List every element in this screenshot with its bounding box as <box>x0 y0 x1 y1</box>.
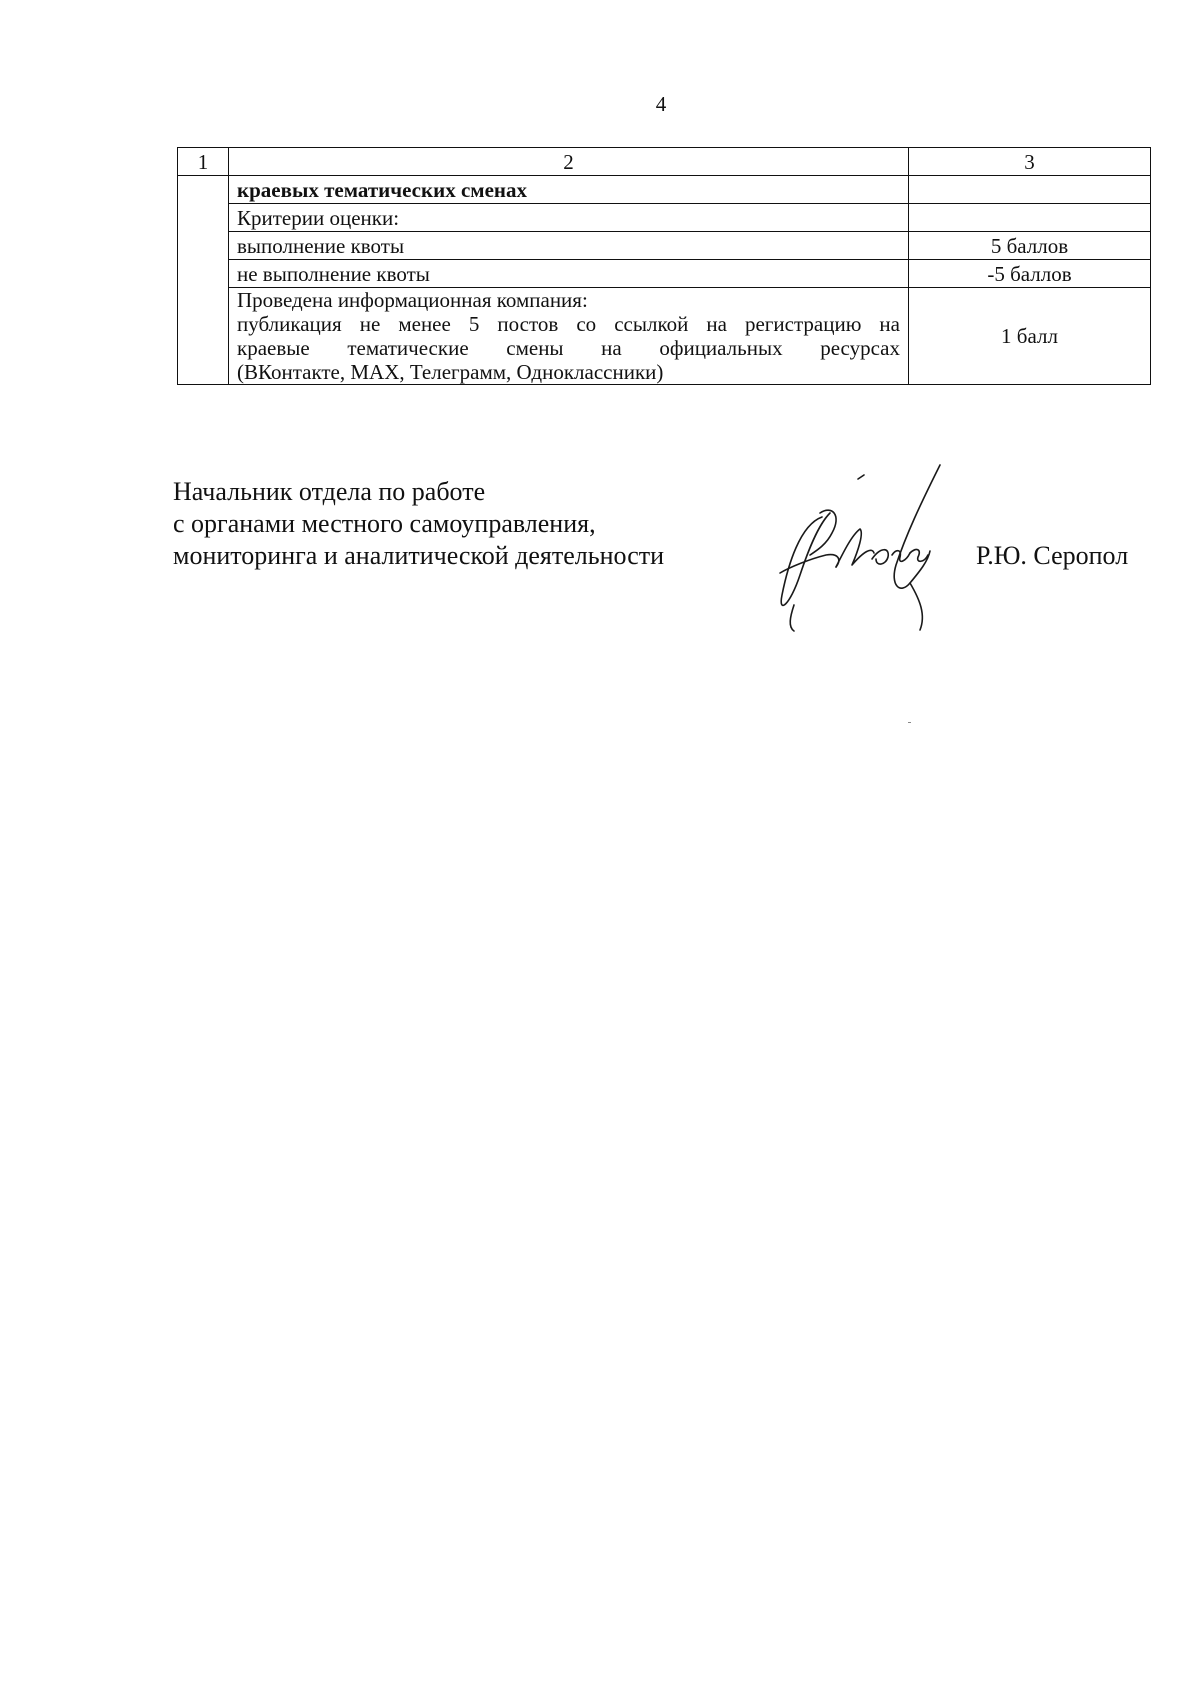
criterion-text: Критерии оценки: <box>229 204 909 232</box>
table-row <box>178 232 1151 260</box>
header-cell-1: 1 <box>178 148 229 176</box>
position-line: мониторинга и аналитической деятельности <box>173 541 665 570</box>
table-row <box>178 176 1151 204</box>
criteria-table <box>177 147 1151 385</box>
signatory-position <box>173 476 664 572</box>
scan-speck <box>908 722 911 723</box>
criterion-text: краевых тематических сменах <box>229 176 909 204</box>
criterion-score: 5 баллов <box>909 232 1151 260</box>
criterion-score: -5 баллов <box>909 260 1151 288</box>
criterion-score <box>909 204 1151 232</box>
criterion-score <box>909 176 1151 204</box>
table-row <box>178 288 1151 385</box>
criterion-line: краевые тематические смены на официальных ресурсах <box>237 336 900 360</box>
criterion-text: выполнение квоты <box>229 232 909 260</box>
table-row <box>178 260 1151 288</box>
criterion-text: не выполнение квоты <box>229 260 909 288</box>
signer-name: Р.Ю. Серопол <box>976 541 1129 570</box>
table-header-row <box>178 148 1151 176</box>
criterion-line: публикация не менее 5 постов со ссылкой на регистрацию на <box>237 312 900 336</box>
page-number: 4 <box>655 92 667 116</box>
criterion-score: 1 балл <box>909 288 1151 385</box>
row-number-cell <box>178 176 229 385</box>
criterion-line: Проведена информационная компания: <box>237 288 588 312</box>
header-cell-3: 3 <box>909 148 1151 176</box>
criterion-line: (ВКонтакте, MAX, Телеграмм, Одноклассники) <box>237 360 664 384</box>
position-line: с органами местного самоуправления, <box>173 509 596 538</box>
header-cell-2: 2 <box>229 148 909 176</box>
table-row <box>178 204 1151 232</box>
position-line: Начальник отдела по работе <box>173 477 486 506</box>
handwritten-signature <box>760 455 1000 640</box>
criterion-text-multiline <box>229 288 909 385</box>
